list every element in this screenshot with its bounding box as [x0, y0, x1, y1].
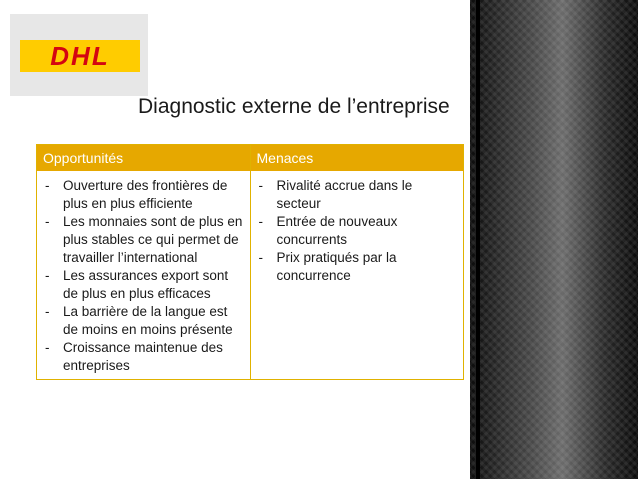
swot-external-table — [36, 144, 464, 380]
list-item: - La barrière de la langue est de moins en moins présente — [43, 303, 246, 339]
panel-divider — [476, 0, 480, 479]
menaces-list — [257, 177, 460, 285]
logo-container — [10, 14, 148, 96]
opportunites-list — [43, 177, 246, 375]
dhl-logo — [20, 40, 140, 72]
list-item: - Les monnaies sont de plus en plus stables ce qui permet de travailler l’international — [43, 213, 246, 267]
list-item: - Prix pratiqués par la concurrence — [257, 249, 460, 285]
list-item: - Rivalité accrue dans le secteur — [257, 177, 460, 213]
decorative-carbon-panel — [470, 0, 638, 479]
slide-title: Diagnostic externe de l’entreprise — [138, 95, 450, 118]
table-header-row — [37, 145, 463, 171]
header-menaces: Menaces — [250, 145, 463, 171]
dhl-logo-text: DHL — [50, 41, 110, 71]
header-opportunites: Opportunités — [37, 145, 250, 171]
list-item: - Entrée de nouveaux concurrents — [257, 213, 460, 249]
menaces-cell — [250, 171, 463, 379]
opportunites-cell — [37, 171, 250, 379]
list-item: - Croissance maintenue des entreprises — [43, 339, 246, 375]
table-row — [37, 171, 463, 379]
list-item: - Ouverture des frontières de plus en plus efficiente — [43, 177, 246, 213]
list-item: - Les assurances export sont de plus en plus efficaces — [43, 267, 246, 303]
